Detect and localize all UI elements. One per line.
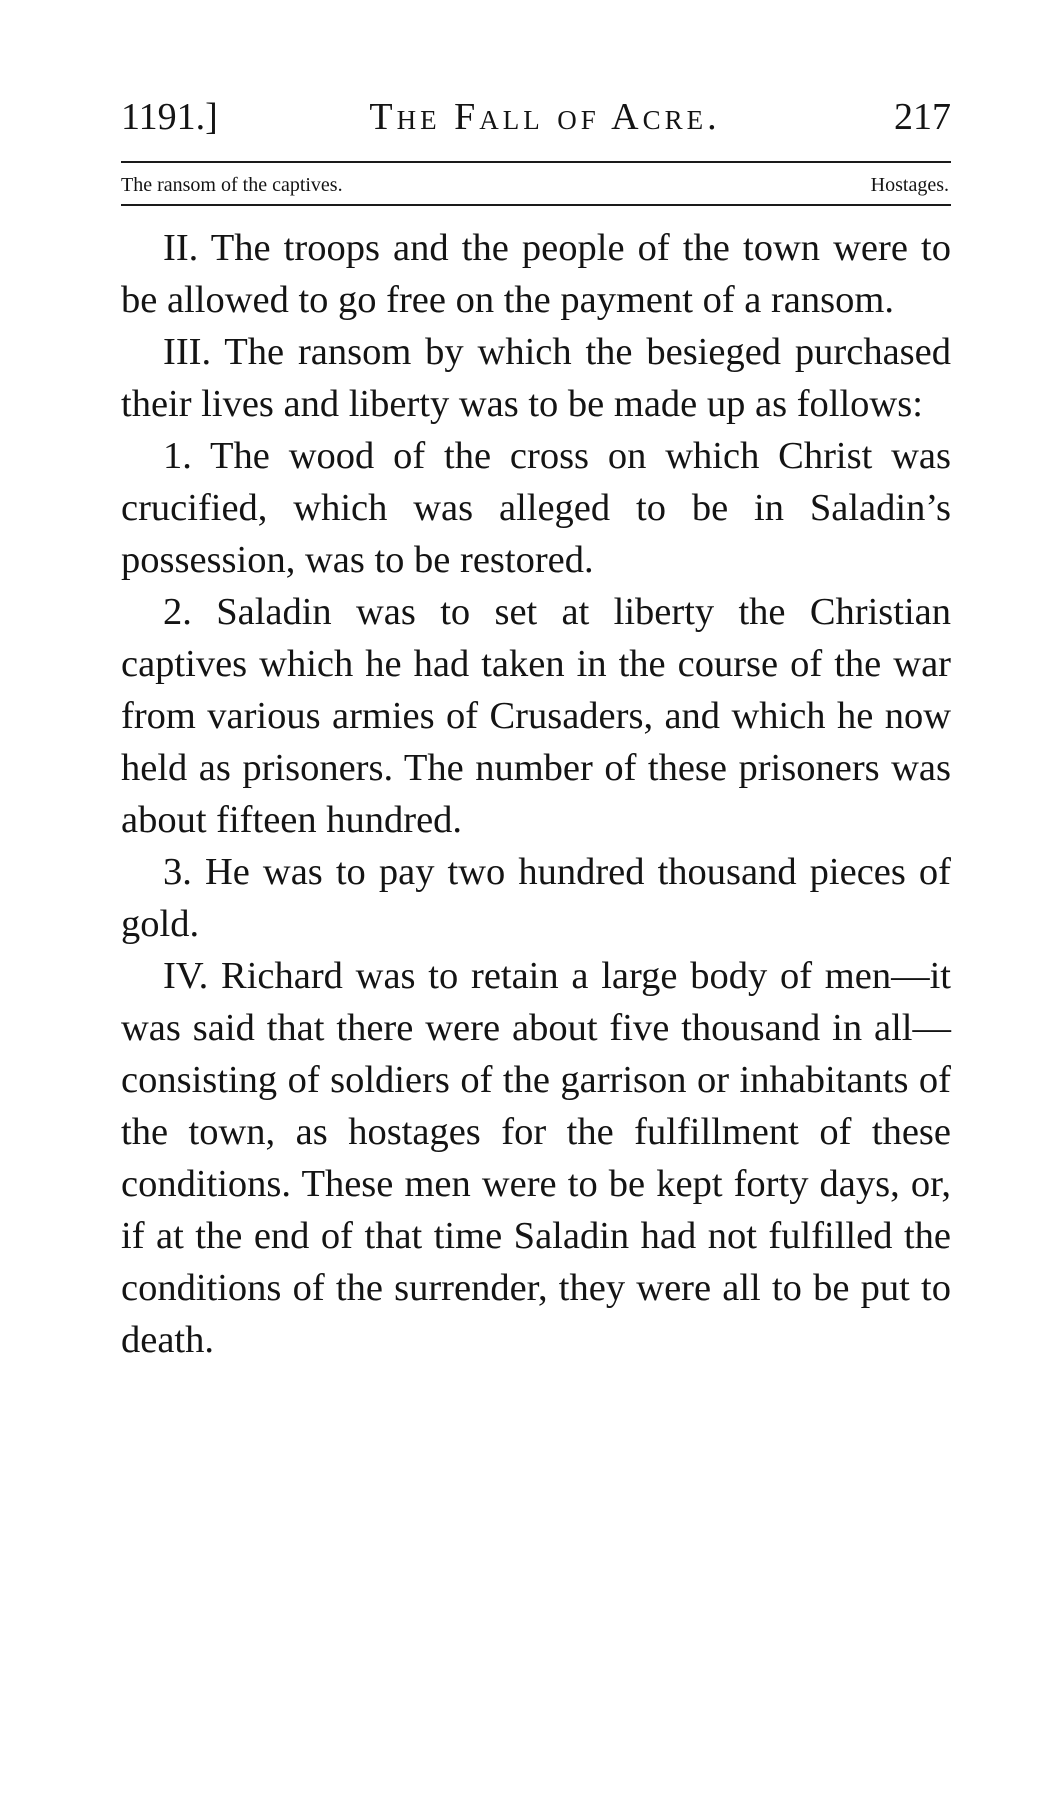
header-year: 1191.] — [121, 96, 218, 138]
paragraph-item-3: 3. He was to pay two hundred thousand pieces of gold. — [121, 851, 951, 945]
paragraph-ii: II. The troops and the people of the town were to be allowed to go free on the payment of a ransom. — [121, 227, 951, 321]
paragraph-iv: IV. Richard was to retain a large body of men—it was said that there were about five thousand in all—consisting of soldiers of the garrison or inhabitants of the town, as hostages for the fulfillment of these conditions. These men were to be kept forty days, or, if at the end of that time Saladin had not fulfilled the conditions of the surrender, they were all to be put to death. — [121, 955, 951, 1361]
header-rule-bottom — [121, 204, 951, 206]
paragraph-item-2: 2. Saladin was to set at liberty the Christian captives which he had taken in the course of the war from various armies of Crusaders, and which he now held as prisoners. The number of these prisoners was about fifteen hundred. — [121, 591, 951, 841]
paragraph-iii: III. The ransom by which the besieged purchased their lives and liberty was to be made up as follows: — [121, 331, 951, 425]
header-rule-top — [121, 161, 951, 163]
sidenote-left: The ransom of the captives. — [121, 174, 343, 196]
sidenote-bar — [121, 170, 951, 200]
body-text — [121, 222, 951, 1366]
chapter-title: The Fall of Acre. — [369, 96, 721, 138]
sidenote-right: Hostages. — [870, 174, 949, 196]
running-head — [121, 92, 951, 142]
page-number: 217 — [894, 96, 951, 138]
paragraph-item-1: 1. The wood of the cross on which Christ was crucified, which was alleged to be in Saladin’s possession, was to be restored. — [121, 435, 951, 581]
